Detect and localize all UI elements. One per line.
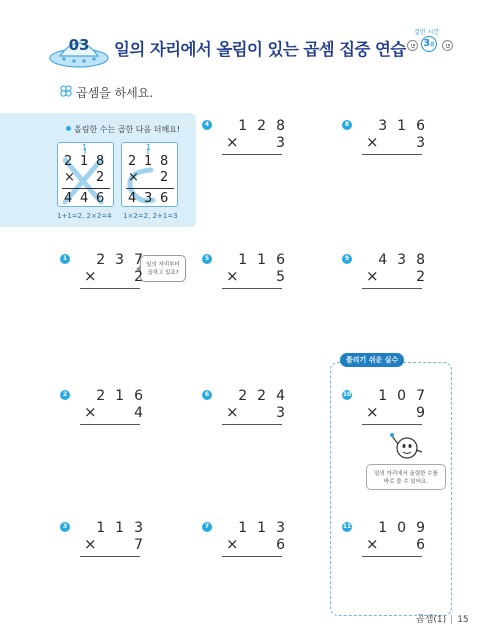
- problem-number-badge: 11: [342, 523, 352, 530]
- multiplier: 4: [134, 405, 153, 421]
- timer-value: 3분: [421, 36, 437, 52]
- example-digit: 1: [144, 154, 153, 169]
- times-sign: ×: [226, 403, 239, 421]
- multiplicand: 107: [378, 388, 435, 404]
- times-sign: ×: [84, 403, 97, 421]
- carry-digit: 1: [146, 143, 152, 152]
- example-digit: ×: [64, 170, 75, 185]
- answer-line: [222, 556, 282, 557]
- answer-line: [362, 424, 422, 425]
- unit-number: 03: [68, 36, 90, 54]
- instruction-text: 곱셈을 하세요.: [76, 86, 154, 100]
- problem-number-badge: 3: [60, 522, 70, 532]
- multiplicand: 109: [378, 520, 435, 536]
- answer-line: [362, 288, 422, 289]
- problem-number-badge: 8: [342, 120, 352, 130]
- problem-number-badge: 10: [342, 391, 352, 398]
- tip-bubble: 일의 자리에서 올림한 수를 바로 쓸 수 있어요.: [366, 464, 446, 490]
- answer-line: [222, 424, 282, 425]
- problem-number-badge: 7: [202, 522, 212, 532]
- mascot-icon: [390, 430, 424, 464]
- multiplier: 2: [416, 269, 435, 285]
- times-sign: ×: [226, 535, 239, 553]
- example-digit: 8: [160, 154, 169, 169]
- example-digit: ×: [128, 170, 139, 185]
- multiplicand: 128: [238, 118, 295, 134]
- example-digit: 2: [160, 170, 169, 185]
- answer-line: [222, 288, 282, 289]
- multiplier: 9: [416, 405, 435, 421]
- example-digit: 3: [144, 191, 153, 206]
- times-sign: ×: [366, 403, 379, 421]
- example-digit: 8: [96, 154, 105, 169]
- example-caption: 1×2=2, 2+1=3: [123, 212, 178, 220]
- example-title: 올림한 수는 곱한 다음 더해요!: [66, 124, 180, 135]
- multiplicand: 316: [378, 118, 435, 134]
- multiplier: 3: [416, 135, 435, 151]
- example-rule: [62, 188, 110, 189]
- page-number: 15: [457, 615, 469, 625]
- example-digit: 4: [128, 191, 137, 206]
- clover-icon: [60, 85, 72, 97]
- answer-line: [80, 424, 140, 425]
- times-sign: ×: [366, 133, 379, 151]
- multiplicand: 237: [96, 252, 153, 268]
- multiplier: 7: [134, 537, 153, 553]
- sad-face-icon: [442, 40, 453, 51]
- problem-number-badge: 4: [202, 120, 212, 130]
- carry-digit: 1: [82, 143, 88, 152]
- page-footer: 곱셈(1) | 15: [416, 615, 469, 625]
- times-sign: ×: [84, 267, 97, 285]
- times-sign: ×: [226, 133, 239, 151]
- problem-number-badge: 1: [60, 254, 70, 264]
- answer-line: [80, 556, 140, 557]
- multiplier: 3: [276, 135, 295, 151]
- example-digit: 4: [64, 191, 73, 206]
- example-digit: 2: [64, 154, 73, 169]
- times-sign: ×: [226, 267, 239, 285]
- multiplier: 5: [276, 269, 295, 285]
- multiplicand: 438: [378, 252, 435, 268]
- example-caption: 1+1=2, 2×2=4: [57, 212, 112, 220]
- timer-label: 걸린 시간: [414, 29, 440, 36]
- problem-number-badge: 6: [202, 390, 212, 400]
- multiplicand: 116: [238, 252, 295, 268]
- problem-number-badge: 9: [342, 254, 352, 264]
- answer-line: [362, 154, 422, 155]
- multiplier: 2: [134, 269, 153, 285]
- multiplicand: 224: [238, 388, 295, 404]
- example-digit: 2: [96, 170, 105, 185]
- answer-line: [222, 154, 282, 155]
- example-digit: 1: [80, 154, 89, 169]
- example-digit: 2: [128, 154, 137, 169]
- smile-face-icon: [407, 40, 418, 51]
- footer-section: 곱셈(1): [416, 615, 447, 625]
- answer-line: [362, 556, 422, 557]
- times-sign: ×: [84, 535, 97, 553]
- problem-number-badge: 2: [60, 390, 70, 400]
- example-digit: 6: [160, 191, 169, 206]
- problem-number-badge: 5: [202, 254, 212, 264]
- multiplicand: 113: [238, 520, 295, 536]
- multiplicand: 216: [96, 388, 153, 404]
- example-digit: 6: [96, 191, 105, 206]
- example-digit: 4: [80, 191, 89, 206]
- multiplier: 3: [276, 405, 295, 421]
- multiplicand: 113: [96, 520, 153, 536]
- mistake-label: 틀리기 쉬운 실수: [340, 353, 404, 367]
- page-title: 일의 자리에서 올림이 있는 곱셈 집중 연습: [114, 40, 406, 59]
- times-sign: ×: [366, 535, 379, 553]
- multiplier: 6: [416, 537, 435, 553]
- hint-bubble: 일의 자리부터 곱하고 있죠?: [140, 255, 186, 282]
- multiplier: 6: [276, 537, 295, 553]
- times-sign: ×: [366, 267, 379, 285]
- answer-line: [80, 288, 140, 289]
- example-rule: [126, 188, 174, 189]
